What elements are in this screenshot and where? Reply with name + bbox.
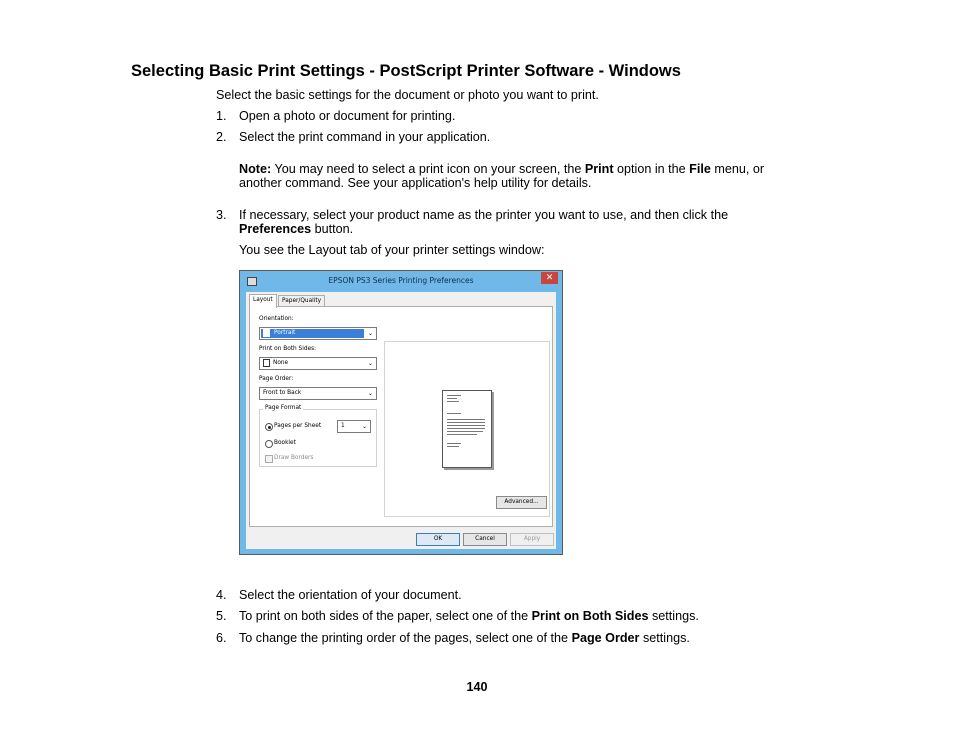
step-6-number: 6.: [216, 631, 227, 645]
orientation-label: Orientation:: [259, 316, 294, 322]
preview-line: [447, 434, 477, 435]
step-3-number: 3.: [216, 208, 227, 222]
pages-per-sheet-label: Pages per Sheet: [274, 423, 322, 429]
note-text-1: You may need to select a print icon on your screen, the: [271, 162, 585, 176]
step-5-tail: settings.: [648, 609, 699, 623]
preview-line: [447, 401, 459, 402]
preview-line: [447, 398, 457, 399]
both-sides-value: None: [273, 360, 289, 366]
step-1-text: Open a photo or document for printing.: [239, 109, 456, 123]
chevron-down-icon: ⌄: [367, 330, 373, 337]
draw-borders-checkbox[interactable]: [265, 455, 273, 463]
close-icon[interactable]: ✕: [541, 272, 558, 284]
preview-line: [447, 413, 461, 414]
step-6-tail: settings.: [639, 631, 690, 645]
step-3-text-line2: [239, 222, 353, 237]
dialog-title: EPSON PS3 Series Printing Preferences: [328, 276, 474, 285]
booklet-label: Booklet: [274, 440, 296, 446]
page-order-dropdown[interactable]: [259, 387, 377, 400]
apply-button[interactable]: Apply: [510, 533, 554, 546]
step-5-lead: To print on both sides of the paper, select one of the: [239, 609, 532, 623]
preview-line: [447, 422, 485, 423]
both-sides-label: Print on Both Sides:: [259, 346, 317, 352]
draw-borders-label: Draw Borders: [274, 455, 314, 461]
printing-preferences-dialog: [239, 270, 563, 555]
note-print-bold: Print: [584, 162, 614, 176]
layout-panel: [249, 306, 553, 527]
step-3-text-line1: If necessary, select your product name as the printer you want to use, and then click the: [239, 208, 729, 222]
tab-paper-quality[interactable]: Paper/Quality: [278, 295, 325, 307]
page-format-label: Page Format: [265, 405, 302, 411]
step-3-tail: button.: [311, 222, 354, 236]
page-format-group: [259, 405, 377, 467]
note-line-1: [239, 162, 764, 177]
note-label: Note:: [239, 162, 272, 176]
note-line-2: another command. See your application's help utility for details.: [239, 176, 592, 190]
step-4-text: Select the orientation of your document.: [239, 588, 462, 602]
layout-preview: [384, 341, 550, 517]
chevron-down-icon: ⌄: [367, 390, 373, 397]
preview-line: [447, 419, 485, 420]
intro-text: Select the basic settings for the document or photo you want to print.: [216, 88, 599, 102]
booklet-radio[interactable]: [265, 440, 273, 448]
step-3-bold: Preferences: [239, 222, 312, 236]
preview-line: [447, 443, 461, 444]
preview-line: [447, 428, 485, 429]
pages-per-sheet-value: 1: [341, 423, 345, 429]
step-1-number: 1.: [216, 109, 227, 123]
chevron-down-icon: ⌄: [361, 423, 367, 430]
dialog-client-area: [246, 292, 556, 549]
page-heading: Selecting Basic Print Settings - PostScript Printer Software - Windows: [131, 62, 681, 80]
page-order-value: Front to Back: [263, 390, 302, 396]
step-4-number: 4.: [216, 588, 227, 602]
tab-layout[interactable]: Layout: [249, 294, 277, 308]
note-file-bold: File: [689, 162, 711, 176]
note-text-2: option in the: [613, 162, 690, 176]
step-5-bold: Print on Both Sides: [531, 609, 649, 623]
pages-per-sheet-dropdown[interactable]: [337, 420, 371, 433]
note-text-3: menu, or: [710, 162, 765, 176]
pages-per-sheet-radio[interactable]: [265, 423, 273, 431]
chevron-down-icon: ⌄: [367, 360, 373, 367]
both-sides-dropdown[interactable]: [259, 357, 377, 370]
preview-line: [447, 425, 485, 426]
preview-line: [447, 395, 461, 396]
dialog-title-bar: [240, 271, 562, 291]
portrait-icon: [263, 329, 270, 337]
step-2-text: Select the print command in your application.: [239, 130, 491, 144]
ok-button[interactable]: OK: [416, 533, 460, 546]
preview-line: [447, 431, 483, 432]
document-icon: [263, 359, 270, 367]
step-6-lead: To change the printing order of the pages, select one of the: [239, 631, 572, 645]
step-6-text: [239, 631, 690, 646]
page-order-label: Page Order:: [259, 376, 294, 382]
orientation-dropdown[interactable]: [259, 327, 377, 340]
cancel-button[interactable]: Cancel: [463, 533, 507, 546]
step-6-bold: Page Order: [571, 631, 640, 645]
orientation-value: Portrait: [261, 329, 364, 338]
advanced-button[interactable]: Advanced...: [496, 496, 547, 509]
page-preview-sheet: [442, 390, 492, 468]
page-number: 140: [466, 680, 488, 694]
step-5-number: 5.: [216, 609, 227, 623]
step-2-number: 2.: [216, 130, 227, 144]
step-5-text: [239, 609, 699, 624]
preview-line: [447, 446, 459, 447]
layout-tab-text: You see the Layout tab of your printer settings window:: [239, 243, 545, 257]
